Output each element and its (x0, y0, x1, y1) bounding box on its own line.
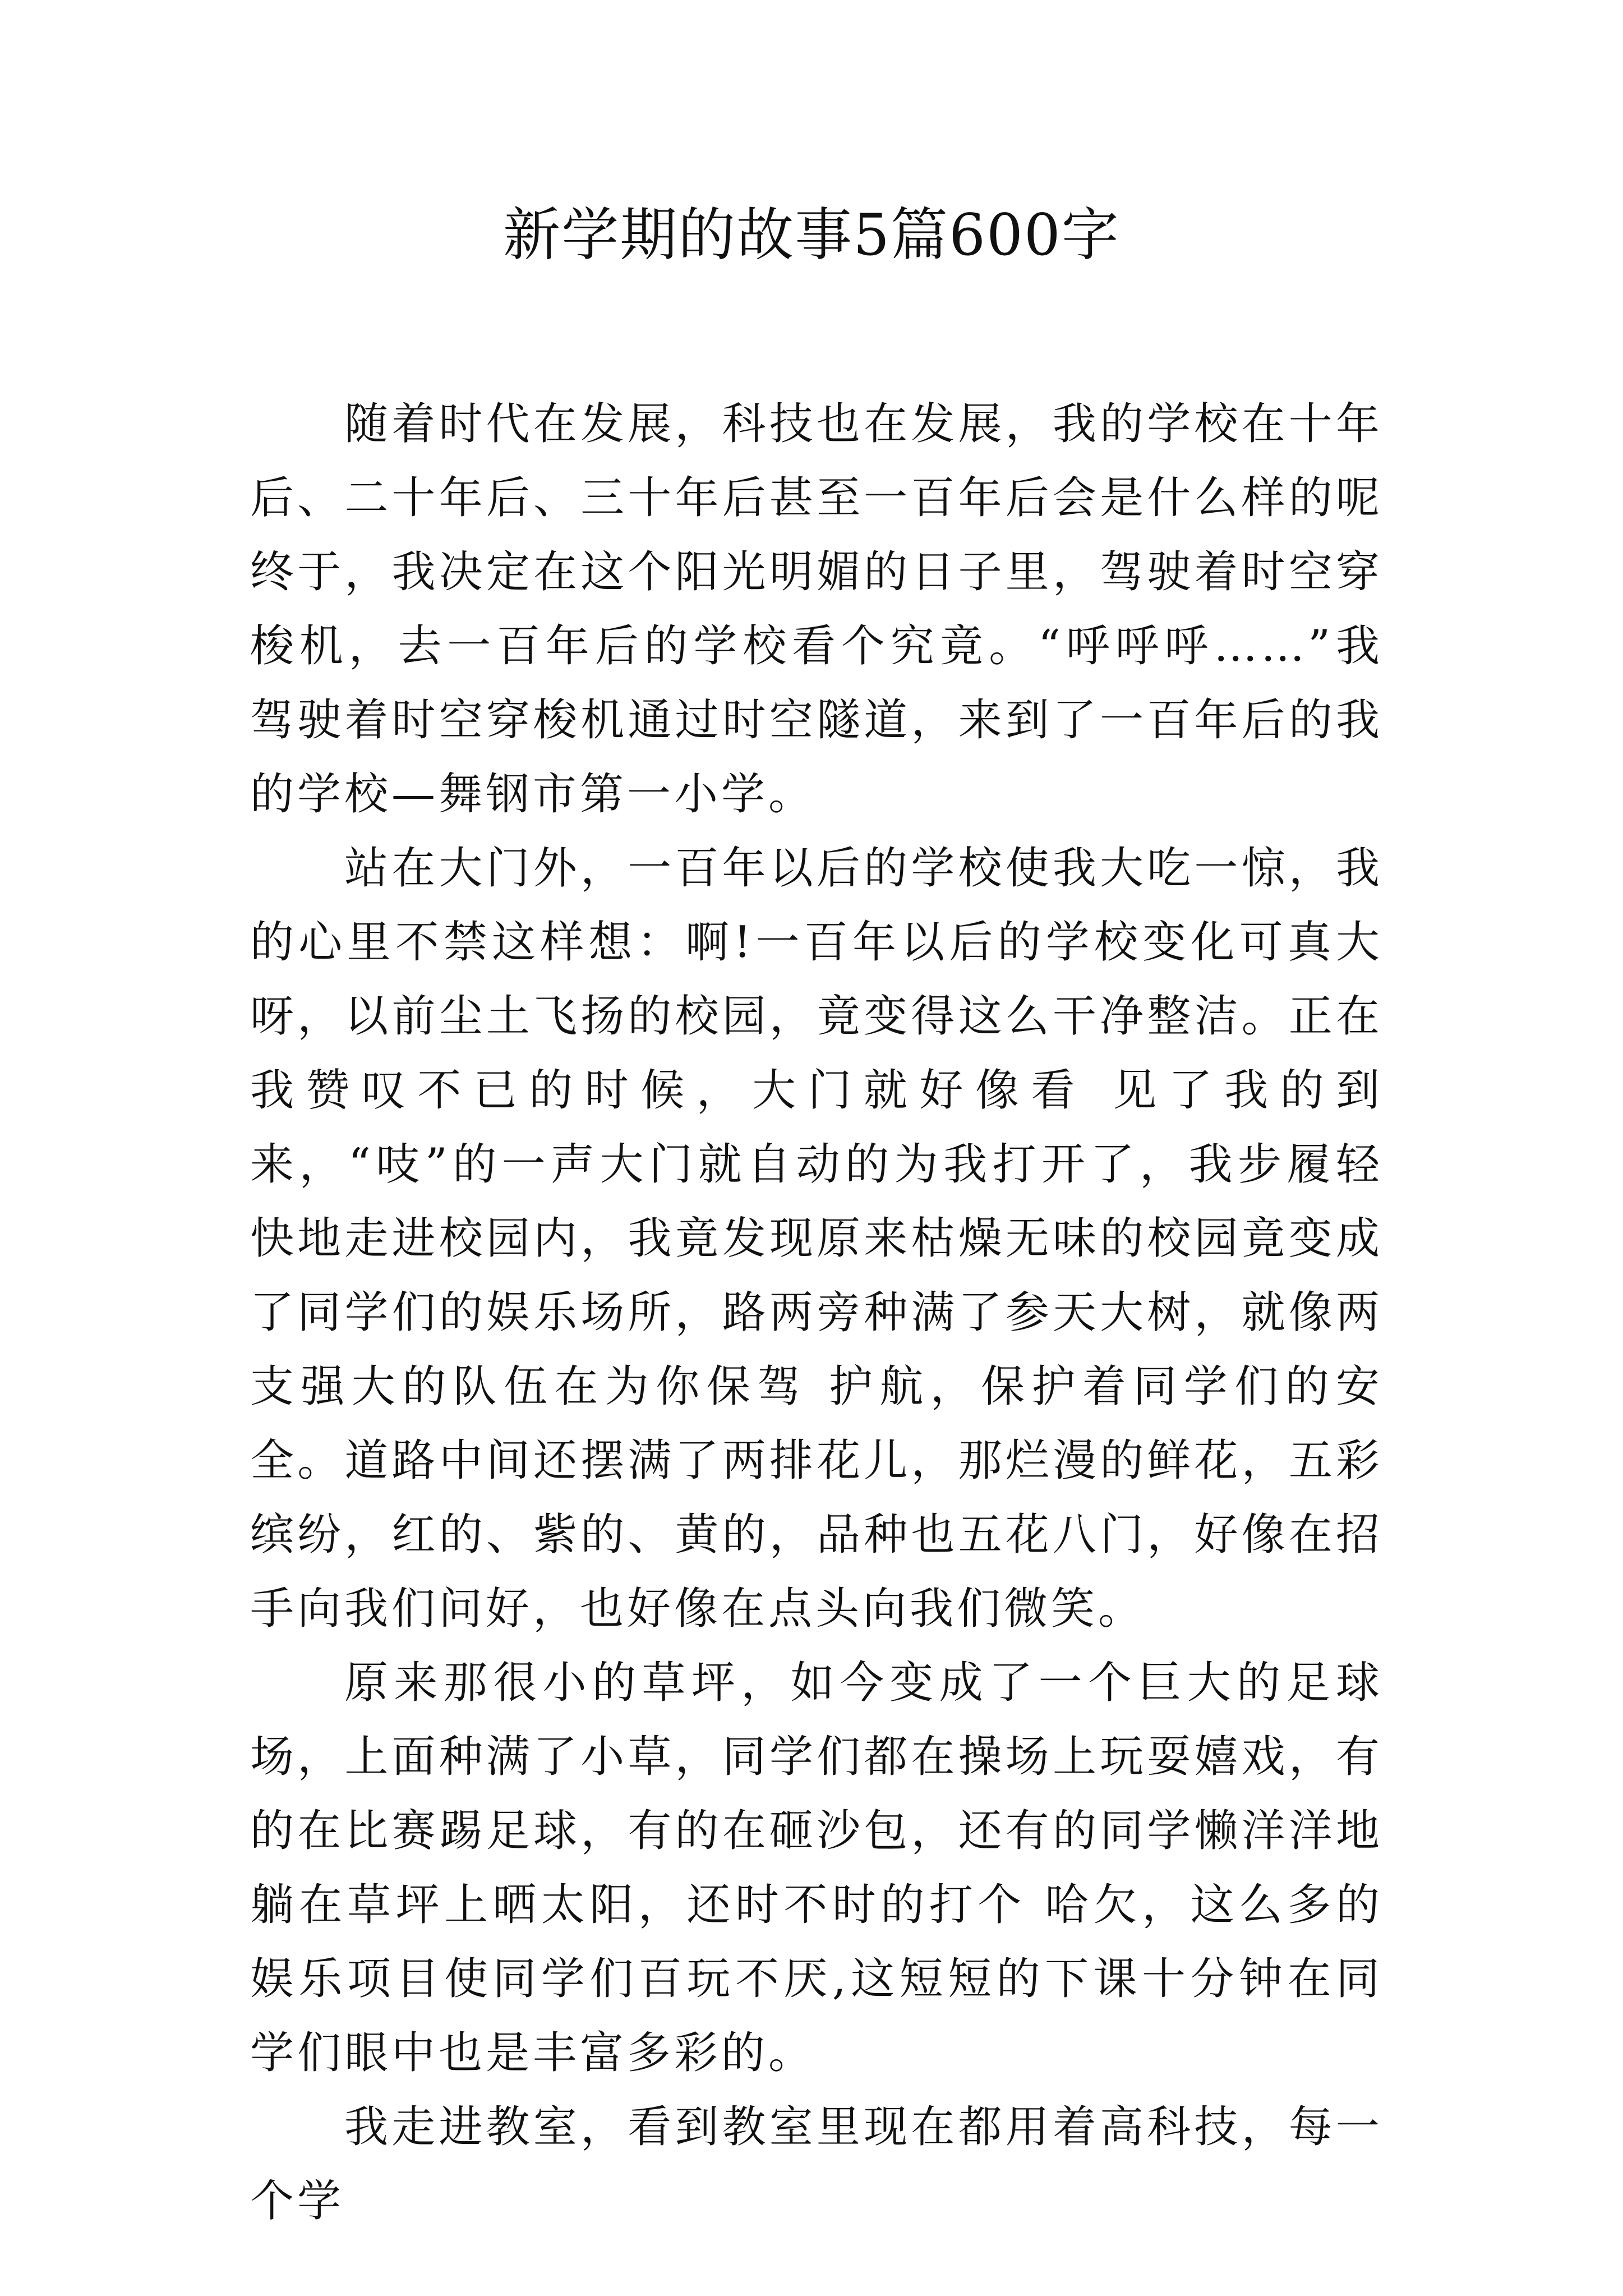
paragraph: 我走进教室，看到教室里现在都用着高科技，每一个学 (250, 2102, 1383, 2226)
document-title: 新学期的故事5篇600字 (503, 202, 1120, 269)
document-body (250, 387, 1383, 2238)
paragraph: 随着时代在发展，科技也在发展，我的学校在十年后、二十年后、三十年后甚至一百年后会是什么样的呢终于，我决定在这个阳光明媚的日子里，驾驶着时空穿梭机，去一百年后的学校看个究竟。“呼呼呼……”我驾驶着时空穿梭机通过时空隧道，来到了一百年后的我的学校—舞钢市第一小学。 (250, 399, 1383, 820)
paragraph: 站在大门外，一百年以后的学校使我大吃一惊，我的心里不禁这样想：啊!一百年以后的学校变化可真大呀，以前尘土飞扬的校园，竟变得这么干净整洁。正在我赞叹不已的时候，大门就好像看 见了我的到来，“吱”的一声大门就自动的为我打开了，我步履轻快地走进校园内，我竟发现原来枯燥无味的校园竟变成了同学们的娱乐场所，路两旁种满了参天大树，就像两支强大的队伍在为你保驾 护航，保护着同学们的安全。道路中间还摆满了两排花儿，那烂漫的鲜花，五彩缤纷，红的、紫的、黄的，品种也五花八门，好像在招手向我们问好，也好像在点头向我们微笑。 (250, 843, 1383, 1634)
paragraph: 原来那很小的草坪，如今变成了一个巨大的足球场，上面种满了小草，同学们都在操场上玩耍嬉戏，有的在比赛踢足球，有的在砸沙包，还有的同学懒洋洋地躺在草坪上晒太阳，还时不时的打个 哈欠，这么多的娱乐项目使同学们百玩不厌,这短短的下课十分钟在同学们眼中也是丰富多彩的。 (250, 1658, 1383, 2078)
